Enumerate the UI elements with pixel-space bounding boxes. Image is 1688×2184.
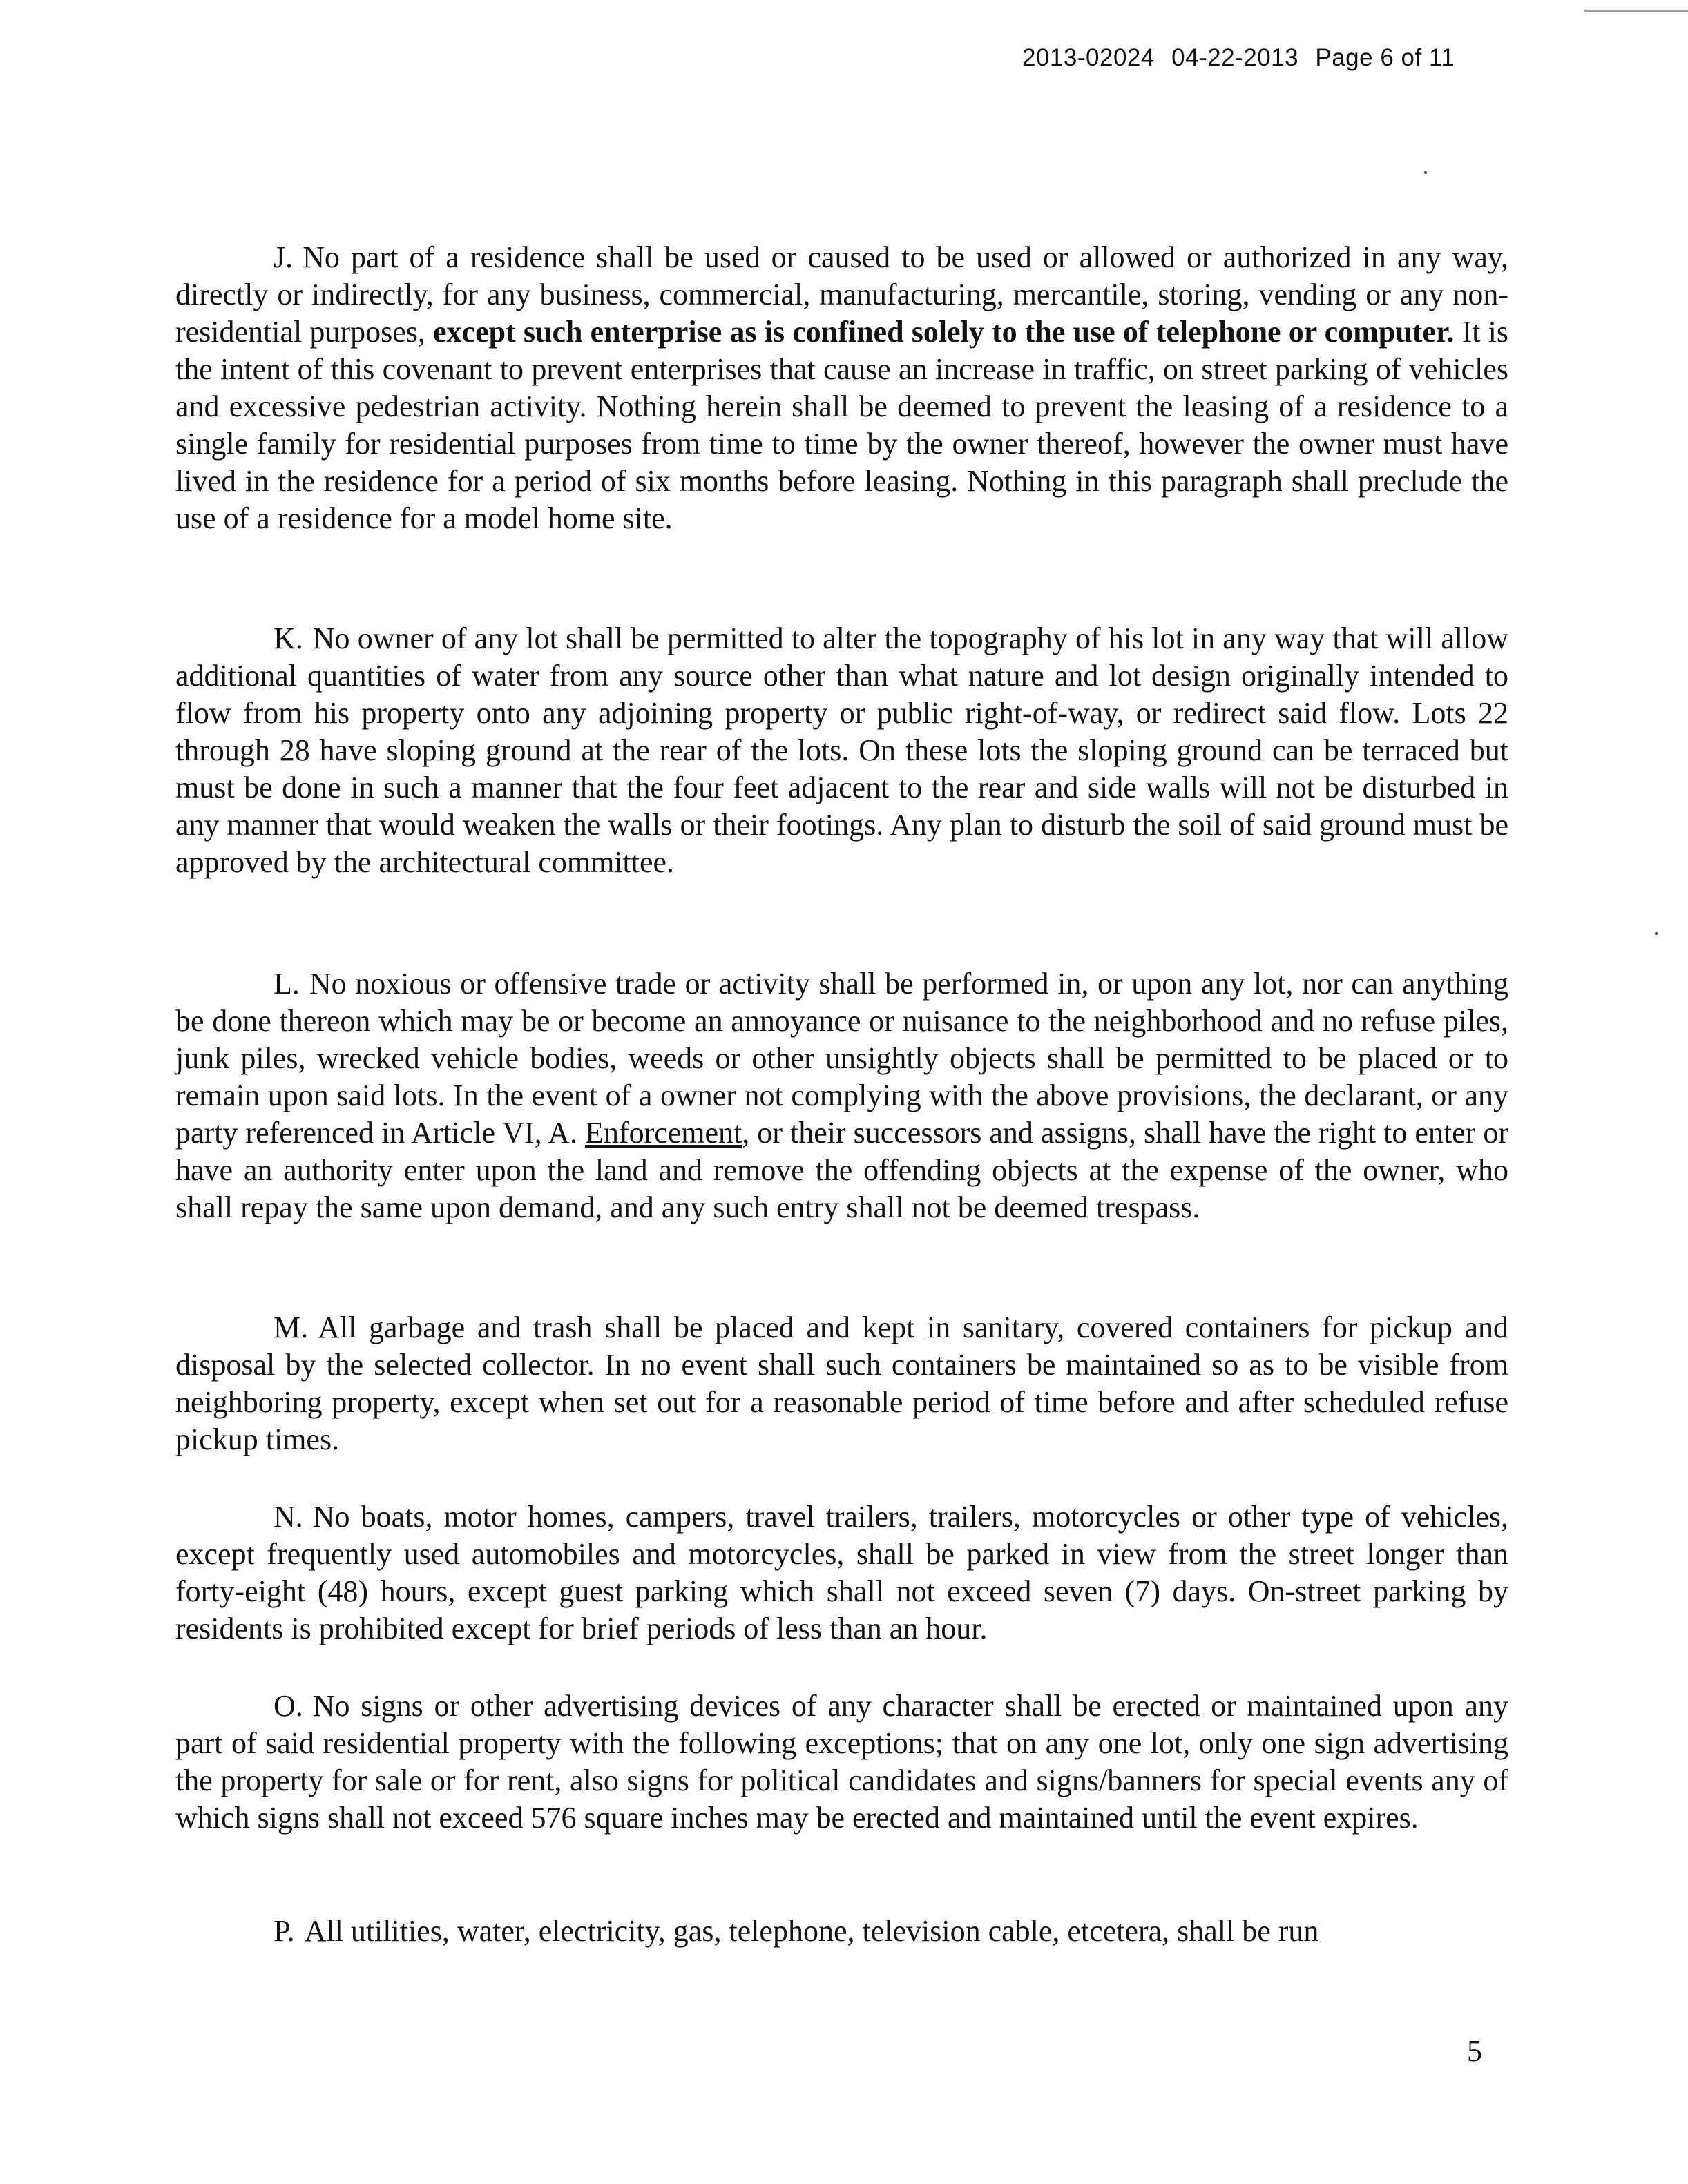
recording-stamp — [1022, 44, 1519, 72]
paragraph-text: No noxious or offensive trade or activity shall be performed in, or upon any lot, nor can anything be done thereon which may be or become an annoyance or nuisance to the neighborhood and no refuse piles, junk piles, wrecked vehicle bodies, weeds or other unsightly objects shall be permitted to be placed or to remain upon said lots. In the event of a owner not complying with the above provisions, the declarant, or any party referenced in Article VI, A. — [175, 967, 1508, 1150]
paragraph-letter: K. — [274, 621, 303, 655]
paragraph-letter: N. — [274, 1500, 303, 1534]
enforcement-reference: Enforcement — [585, 1116, 742, 1150]
paragraph-text: No part of a residence shall be used or caused to be used or allowed or authorized in any way, directly or indirectly, for any business, commercial, manufacturing, mercantile, storing, vending or any non-residential purposes, — [175, 240, 1508, 349]
paragraph-letter: M. — [274, 1311, 309, 1344]
scan-edge-line — [1584, 10, 1688, 12]
paragraph-letter: L. — [274, 967, 300, 1001]
paragraph-text: No boats, motor homes, campers, travel trailers, trailers, motorcycles or other type of vehicles, except frequently used automobiles and motorcycles, shall be parked in view from the street longer than forty-eight (48) hours, except guest parking which shall not exceed seven (7) days. On-street parking by residents is prohibited except for brief periods of less than an hour. — [175, 1500, 1508, 1645]
paragraph-text: All garbage and trash shall be placed and kept in sanitary, covered containers for pickup and disposal by the selected collector. In no event shall such containers be maintained so as to be visible from neighboring property, except when set out for a reasonable period of time before and after scheduled refuse pickup times. — [175, 1311, 1508, 1456]
paragraph-text: , or their successors and assigns, shall have the right to enter or have an authority enter upon the land and remove the offending objects at the expense of the owner, who shall repay the same upon demand, and any such entry shall not be deemed trespass. — [175, 1116, 1508, 1224]
paragraph-text: All utilities, water, electricity, gas, telephone, television cable, etcetera, shall be run — [304, 1914, 1319, 1948]
paragraph-text: No signs or other advertising devices of any character shall be erected or maintained upon any part of said residential property with the following exceptions; that on any one lot, only one sign advertising the property for sale or for rent, also signs for political candidates and signs/banners for special events any of which signs shall not exceed 576 square inches may be erected and maintained until the event expires. — [175, 1689, 1508, 1835]
paragraph-m — [175, 1309, 1508, 1458]
scan-speck — [1655, 932, 1658, 935]
page-number: 5 — [1467, 2034, 1482, 2068]
paragraph-j — [175, 239, 1508, 537]
paragraph-o — [175, 1688, 1508, 1837]
paragraph-l — [175, 965, 1508, 1226]
paragraph-letter: P. — [274, 1914, 295, 1948]
paragraph-bold-text: except such enterprise as is confined solely to the use of telephone or computer. — [433, 315, 1455, 349]
paragraph-letter: J. — [274, 240, 294, 274]
paragraph-text: No owner of any lot shall be permitted to alter the topography of his lot in any way that will allow additional quantities of water from any source other than what nature and lot design originally intended to flow from his property onto any adjoining property or public right-of-way, or redirect said flow. Lots 22 through 28 have sloping ground at the rear of the lots. On these lots the sloping ground can be terraced but must be done in such a manner that the four feet adjacent to the rear and side walls will not be disturbed in any manner that would weaken the walls or their footings. Any plan to disturb the soil of said ground must be approved by the architectural committee. — [175, 621, 1508, 879]
page-label: Page 6 of 11 — [1315, 44, 1455, 71]
paragraph-p — [175, 1913, 1508, 1950]
paragraph-text: It is the intent of this covenant to prevent enterprises that cause an increase in traffic, on street parking of vehicles and excessive pedestrian activity. Nothing herein shall be deemed to prevent the leasing of a residence to a single family for residential purposes from time to time by the owner thereof, however the owner must have lived in the residence for a period of six months before leasing. Nothing in this paragraph shall preclude the use of a residence for a model home site. — [175, 315, 1508, 535]
scan-speck — [1424, 171, 1427, 174]
recording-date: 04-22-2013 — [1171, 44, 1299, 71]
doc-number: 2013-02024 — [1022, 44, 1155, 71]
paragraph-letter: O. — [274, 1689, 303, 1723]
paragraph-k — [175, 620, 1508, 881]
paragraph-n — [175, 1498, 1508, 1647]
